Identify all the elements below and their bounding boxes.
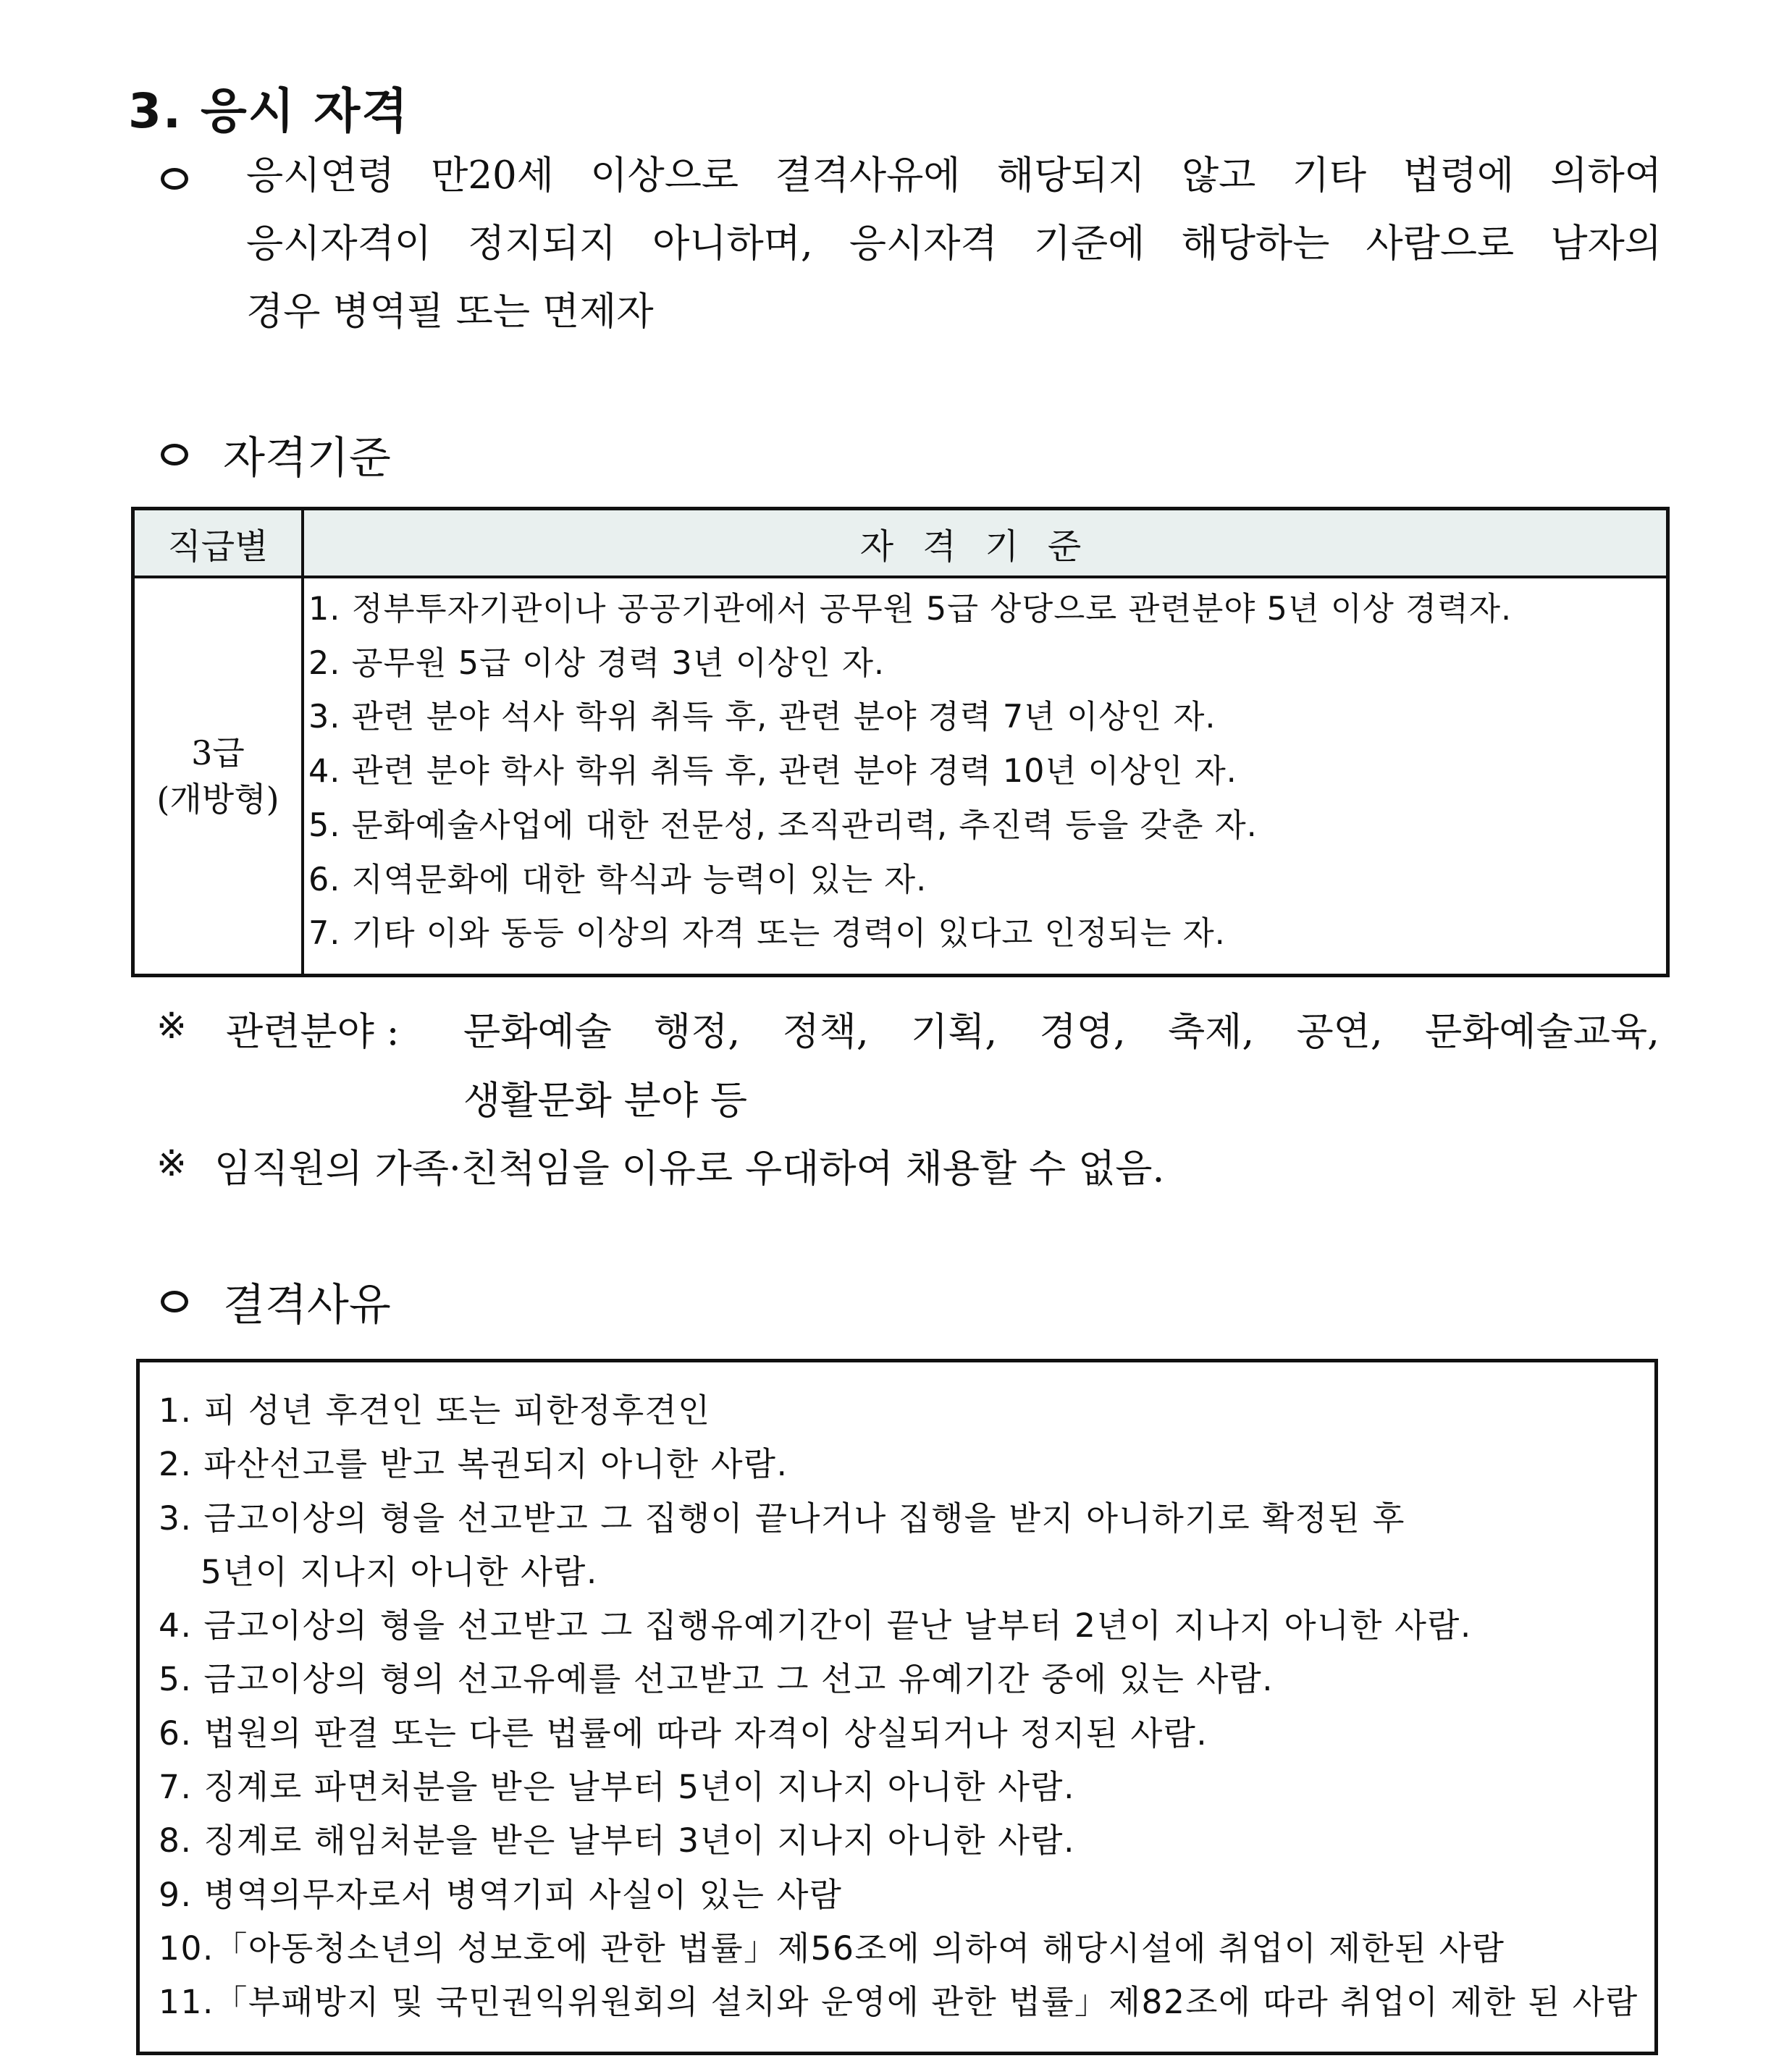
grade-type-label: (개방형) — [156, 780, 279, 819]
disqualification-list — [159, 1384, 1647, 2030]
disqualification-box — [136, 1359, 1658, 2055]
family-note: 임직원의 가족·친척임을 이유로 우대하여 채용할 수 없음. — [214, 1147, 1165, 1191]
related-field-line-2: 생활문화 분야 등 — [463, 1079, 748, 1123]
related-field-line-1: 문화예술 행정, 정책, 기획, 경영, 축제, 공연, 문화예술교육, — [463, 1010, 1660, 1054]
table-header-criteria: 자격기준 — [859, 526, 1111, 567]
section-title: 3. 응시 자격 — [128, 83, 409, 139]
criteria-item: 1. 정부투자기관이나 공공기관에서 공무원 5급 상당으로 관련분야 5년 이상 경력자. — [308, 591, 1513, 628]
disqualification-item: 1. 피 성년 후견인 또는 피한정후견인 — [159, 1391, 711, 1430]
criteria-list — [308, 583, 1659, 961]
criteria-item: 6. 지역문화에 대한 학식과 능력이 있는 자. — [308, 861, 927, 898]
disqualification-item: 6. 법원의 판결 또는 다른 법률에 따라 자격이 상실되거나 정지된 사람. — [159, 1714, 1208, 1753]
circle-bullet-icon — [161, 168, 188, 190]
criteria-item: 3. 관련 분야 석사 학위 취득 후, 관련 분야 경력 7년 이상인 자. — [308, 699, 1216, 736]
criteria-item: 2. 공무원 5급 이상 경력 3년 이상인 자. — [308, 644, 886, 682]
grade-cell — [135, 578, 301, 974]
criteria-item: 4. 관련 분야 학사 학위 취득 후, 관련 분야 경력 10년 이상인 자. — [308, 753, 1237, 791]
reference-mark-icon: ※ — [156, 1005, 187, 1047]
disqualification-item: 4. 금고이상의 형을 선고받고 그 집행유예기간이 끝난 날부터 2년이 지나지 아니한 사람. — [159, 1606, 1472, 1645]
intro-line-1: 응시연령 만20세 이상으로 결격사유에 해당되지 않고 기타 법령에 의하여 — [246, 153, 1662, 198]
disqualification-heading: 결격사유 — [223, 1280, 391, 1331]
intro-line-2: 응시자격이 정지되지 아니하며, 응시자격 기준에 해당하는 사람으로 남자의 — [246, 222, 1662, 266]
circle-bullet-icon — [161, 444, 188, 465]
circle-bullet-icon — [161, 1291, 188, 1312]
disqualification-item: 9. 병역의무자로서 병역기피 사실이 있는 사람 — [159, 1875, 843, 1914]
reference-mark-icon: ※ — [156, 1142, 187, 1184]
disqualification-item: 7. 징계로 파면처분을 받은 날부터 5년이 지나지 아니한 사람. — [159, 1768, 1075, 1807]
disqualification-item-continued: 5년이 지나지 아니한 사람. — [201, 1552, 598, 1591]
table-column-divider — [301, 510, 304, 974]
criteria-item: 7. 기타 이와 동등 이상의 자격 또는 경력이 있다고 인정되는 자. — [308, 915, 1226, 953]
qualification-table — [131, 507, 1670, 977]
disqualification-item: 8. 징계로 해임처분을 받은 날부터 3년이 지나지 아니한 사람. — [159, 1821, 1075, 1860]
qualification-heading: 자격기준 — [223, 433, 391, 484]
table-header-grade: 직급별 — [167, 526, 269, 567]
intro-line-3: 경우 병역필 또는 면제자 — [246, 290, 654, 334]
disqualification-item: 11.「부패방지 및 국민권익위원회의 설치와 운영에 관한 법률」제82조에 따라 취업이 제한 된 사람 — [159, 1983, 1639, 2022]
disqualification-item: 2. 파산선고를 받고 복권되지 아니한 사람. — [159, 1445, 788, 1484]
disqualification-item: 10.「아동청소년의 성보호에 관한 법률」제56조에 의하여 해당시설에 취업이 제한된 사람 — [159, 1929, 1505, 1968]
related-field-label: 관련분야 : — [226, 1010, 400, 1054]
disqualification-item: 3. 금고이상의 형을 선고받고 그 집행이 끝나거나 집행을 받지 아니하기로 확정된 후 — [159, 1499, 1405, 1538]
criteria-item: 5. 문화예술사업에 대한 전문성, 조직관리력, 추진력 등을 갖춘 자. — [308, 806, 1258, 844]
disqualification-item: 5. 금고이상의 형의 선고유예를 선고받고 그 선고 유예기간 중에 있는 사람. — [159, 1660, 1274, 1699]
grade-label: 3급 — [191, 733, 245, 772]
